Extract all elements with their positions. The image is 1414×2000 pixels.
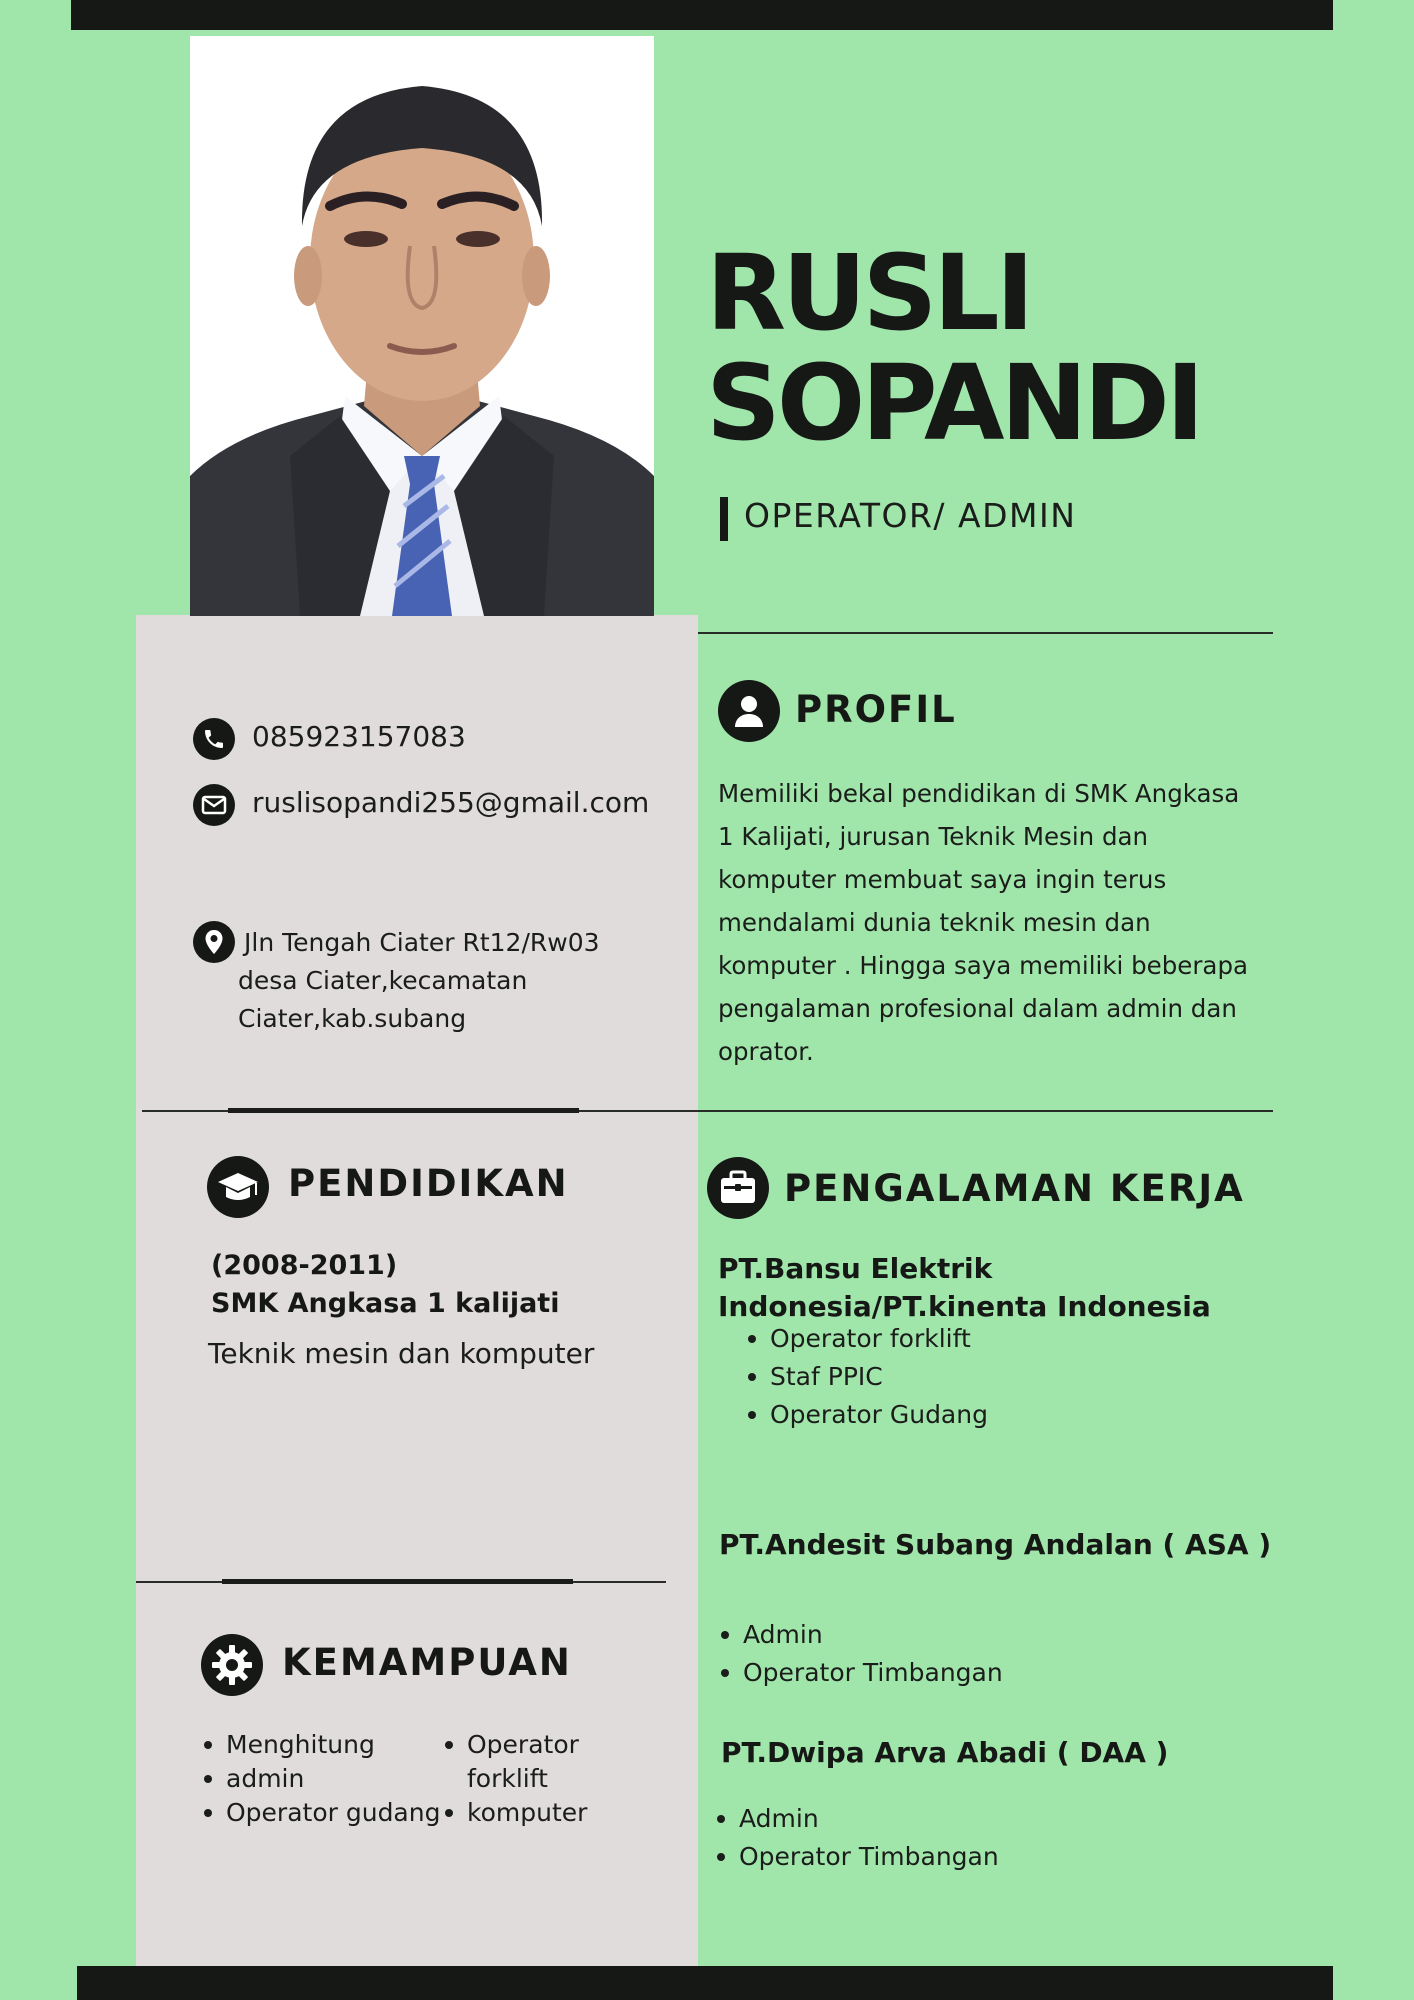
job-role: Operator forklift	[744, 1320, 988, 1358]
skill-item: Operator gudang	[200, 1796, 440, 1830]
phone-icon	[193, 718, 235, 760]
skills-list	[200, 1728, 440, 1830]
skills-list	[441, 1728, 587, 1830]
skill-item: admin	[200, 1762, 440, 1796]
education-years: (2008-2011)	[211, 1250, 398, 1281]
location-pin-icon	[193, 921, 235, 963]
phone-number[interactable]: 085923157083	[252, 720, 466, 753]
skill-item-line: Operator	[467, 1730, 579, 1759]
divider	[698, 632, 1273, 634]
graduation-cap-icon	[207, 1156, 269, 1218]
company-name: PT.Bansu Elektrik Indonesia/PT.kinenta Indonesia	[718, 1252, 1211, 1323]
kemampuan-title: KEMAMPUAN	[282, 1641, 572, 1684]
name-first: RUSLI	[706, 232, 1031, 354]
skill-item-line: forklift	[467, 1764, 548, 1793]
email-address[interactable]: ruslisopandi255@gmail.com	[252, 786, 650, 819]
bottom-bar	[77, 1966, 1333, 2000]
briefcase-icon	[707, 1157, 769, 1219]
job-role: Admin	[717, 1616, 1003, 1654]
profil-title: PROFIL	[795, 688, 957, 731]
job-roles-list	[713, 1800, 999, 1876]
skill-item: Menghitung	[200, 1728, 440, 1762]
job-role: Operator Timbangan	[713, 1838, 999, 1876]
job-role: Admin	[713, 1800, 999, 1838]
job-roles-list	[717, 1616, 1003, 1692]
job-role: Operator Timbangan	[717, 1654, 1003, 1692]
divider-accent	[222, 1579, 573, 1584]
skill-item: komputer	[441, 1796, 587, 1830]
profile-photo	[190, 36, 654, 616]
divider-accent	[228, 1108, 579, 1113]
gear-icon	[201, 1634, 263, 1696]
address-line: Jln Tengah Ciater Rt12/Rw03	[244, 928, 600, 957]
job-role: Staf PPIC	[744, 1358, 988, 1396]
name-last: SOPANDI	[706, 342, 1201, 464]
address-line: Ciater,kab.subang	[238, 1004, 467, 1033]
skill-item	[441, 1728, 587, 1796]
top-bar	[71, 0, 1333, 30]
pendidikan-title: PENDIDIKAN	[288, 1162, 569, 1205]
role-accent-bar	[720, 497, 728, 541]
profil-text: Memiliki bekal pendidikan di SMK Angkasa 1 Kalijati, jurusan Teknik Mesin dan komputer membuat saya ingin terus mendalami dunia teknik mesin dan komputer . Hingga saya memiliki beberapa pengalaman profesional dalam admin dan oprator.	[718, 779, 1249, 1066]
name-heading	[706, 232, 1346, 464]
pengalaman-title: PENGALAMAN KERJA	[784, 1167, 1245, 1210]
major: Teknik mesin dan komputer	[208, 1337, 595, 1370]
user-icon	[718, 680, 780, 742]
company-name: PT.Dwipa Arva Abadi ( DAA )	[721, 1736, 1169, 1769]
job-roles-list	[744, 1320, 988, 1434]
school-name: SMK Angkasa 1 kalijati	[211, 1288, 560, 1319]
address	[238, 924, 600, 1038]
job-role: Operator Gudang	[744, 1396, 988, 1434]
address-line: desa Ciater,kecamatan	[238, 966, 528, 995]
envelope-icon	[193, 784, 235, 826]
job-title: OPERATOR/ ADMIN	[744, 496, 1077, 535]
company-name: PT.Andesit Subang Andalan ( ASA )	[719, 1528, 1272, 1561]
